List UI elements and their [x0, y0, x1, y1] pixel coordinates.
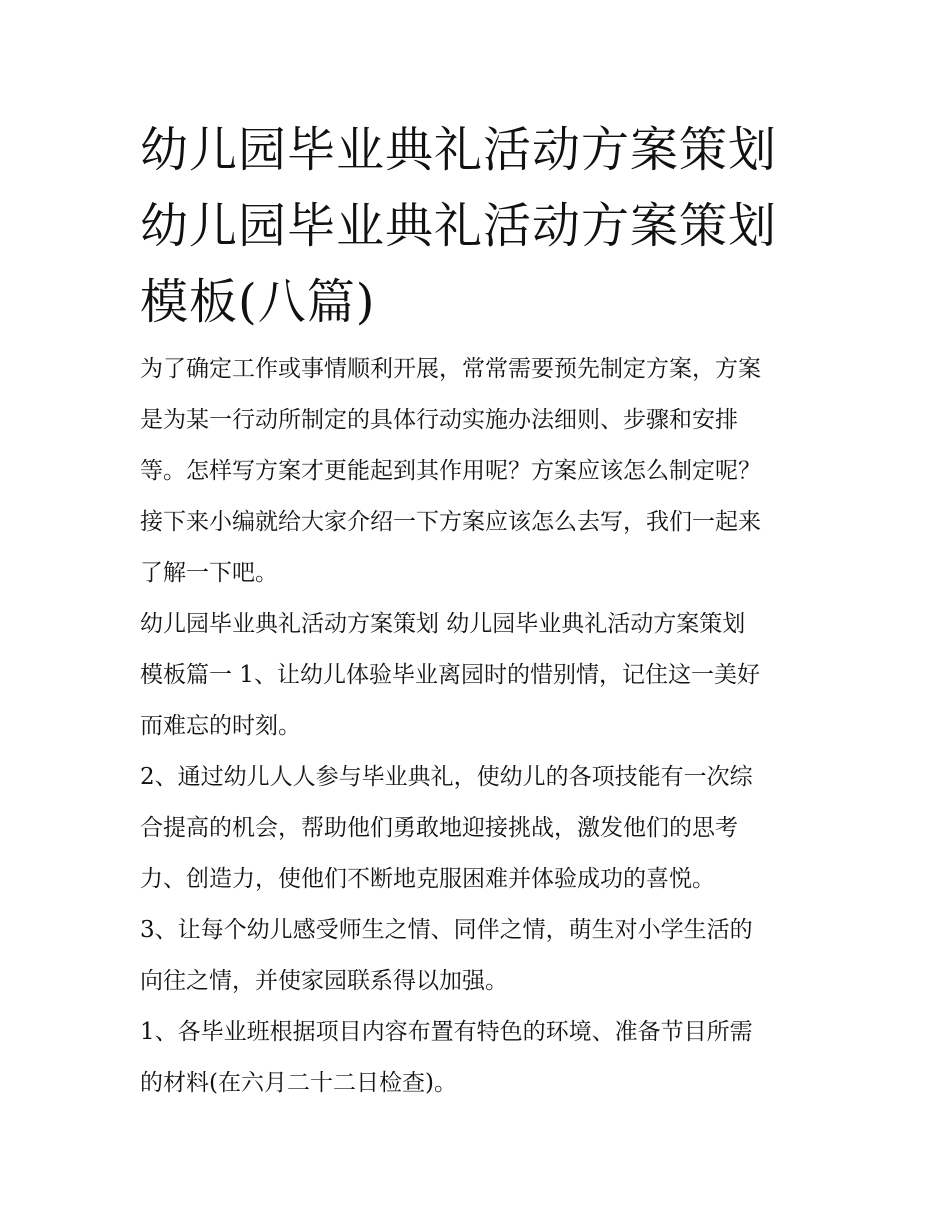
text-line: 等。怎样写方案才更能起到其作用呢？方案应该怎么制定呢？: [140, 458, 761, 484]
goal-three-paragraph: [140, 905, 820, 1007]
text-line: 为了确定工作或事情顺利开展，常常需要预先制定方案，方案: [140, 356, 761, 382]
text-line: 合提高的机会，帮助他们勇敢地迎接挑战，激发他们的思考: [140, 815, 738, 841]
text-line: 模板篇一 1、让幼儿体验毕业离园时的惜别情，记住这一美好: [140, 662, 760, 688]
text-line: 力、创造力，使他们不断地克服困难并体验成功的喜悦。: [140, 866, 715, 892]
text-line: 而难忘的时刻。: [140, 713, 301, 739]
text-line: 3、让每个幼儿感受师生之情、同伴之情，萌生对小学生活的: [140, 917, 753, 943]
section-one-paragraph: [140, 599, 820, 752]
text-line: 的材料(在六月二十二日检查)。: [140, 1070, 457, 1096]
title-line: 幼儿园毕业典礼活动方案策划: [140, 198, 778, 254]
preparation-one-paragraph: [140, 1007, 820, 1109]
intro-paragraph: [140, 344, 820, 599]
document-title: [140, 112, 820, 340]
text-line: 是为某一行动所制定的具体行动实施办法细则、步骤和安排: [140, 407, 738, 433]
text-line: 幼儿园毕业典礼活动方案策划 幼儿园毕业典礼活动方案策划: [140, 611, 746, 637]
title-line: 模板(八篇): [140, 274, 376, 330]
document-page: [140, 112, 820, 1109]
goal-two-paragraph: [140, 752, 820, 905]
text-line: 了解一下吧。: [140, 560, 278, 586]
text-line: 1、各毕业班根据项目内容布置有特色的环境、准备节目所需: [140, 1019, 753, 1045]
document-body: [140, 344, 820, 1109]
text-line: 接下来小编就给大家介绍一下方案应该怎么去写，我们一起来: [140, 509, 761, 535]
text-line: 向往之情，并使家园联系得以加强。: [140, 968, 508, 994]
title-line: 幼儿园毕业典礼活动方案策划: [140, 122, 778, 178]
text-line: 2、通过幼儿人人参与毕业典礼，使幼儿的各项技能有一次综: [140, 764, 753, 790]
